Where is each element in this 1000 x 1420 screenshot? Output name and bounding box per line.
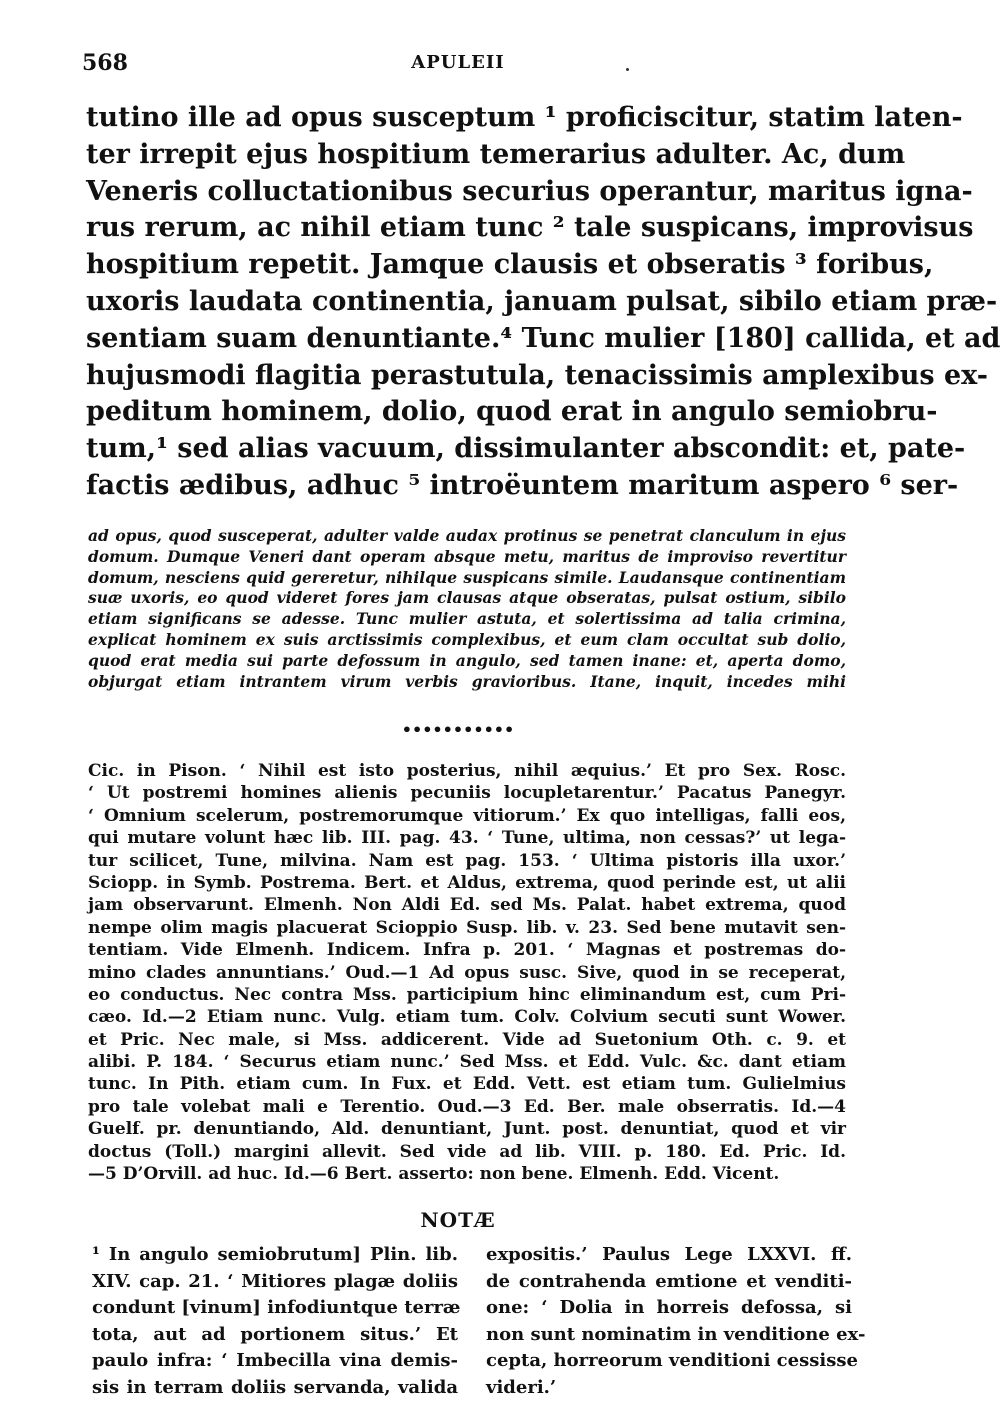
main-text-line: ter irrepit ejus hospitium temerarius adulter. Ac, dum — [86, 138, 906, 170]
variorum-line: doctus (Toll.) margini allevit. Sed vide ad lib. VIII. p. 180. Ed. Pric. Id. — [88, 1141, 846, 1162]
running-title: APULEII — [411, 52, 505, 73]
variorum-line: qui mutare volunt hæc lib. III. pag. 43. ‘ Tune, ultima, non cessas?’ ut lega- — [88, 828, 846, 849]
main-text-line: sentiam suam denuntiante.⁴ Tunc mulier [180] callida, et ad — [86, 322, 1000, 354]
main-text-line: hospitium repetit. Jamque clausis et obseratis ³ foribus, — [86, 249, 934, 281]
notae-line: ¹ In angulo semiobrutum] Plin. lib. — [92, 1244, 458, 1265]
notae-line: sis in terram doliis servanda, valida — [92, 1376, 458, 1398]
notae-heading: NOTÆ — [420, 1208, 496, 1232]
main-text-block — [86, 100, 1000, 505]
variorum-line: eo conductus. Nec contra Mss. participium hinc eliminandum est, cum Pri- — [88, 984, 846, 1005]
variorum-line: alibi. P. 184. ‘ Securus etiam nunc.’ Sed Mss. et Edd. Vulc. &c. dant etiam — [88, 1052, 846, 1073]
main-text-line: uxoris laudata continentia, januam pulsat, sibilo etiam præ- — [86, 285, 998, 317]
notae-line: de contrahenda emtione et venditi- — [486, 1270, 852, 1292]
variorum-line: ‘ Omnium scelerum, postremorumque vitiorum.’ Ex quo intelligas, falli eos, — [88, 805, 846, 826]
interpretatio-line: suæ uxoris, eo quod videret fores jam clausas atque obseratas, pulsat ostium, sibilo — [88, 588, 846, 608]
ink-speck — [626, 68, 629, 71]
notae-line: paulo infra: ‘ Imbecilla vina demis- — [92, 1350, 458, 1372]
notae-line: cepta, horreorum venditioni cessisse — [486, 1350, 858, 1372]
variorum-line: tentiam. Vide Elmenh. Indicem. Infra p. 201. ‘ Magnas et postremas do- — [88, 940, 846, 961]
main-text-line: hujusmodi flagitia perastutula, tenacissimis amplexibus ex- — [86, 359, 988, 391]
notae-line: non sunt nominatim in venditione ex- — [486, 1323, 866, 1345]
main-text-line: Veneris colluctationibus securius operantur, maritus igna- — [86, 175, 973, 207]
variorum-notes-block — [88, 760, 846, 1185]
notae-line: condunt [vinum] infodiuntque terræ — [92, 1297, 461, 1319]
variorum-line: Guelf. pr. denuntiando, Ald. denuntiant, Junt. post. denuntiat, quod et vir — [88, 1119, 846, 1140]
variorum-line: Sciopp. in Symb. Postrema. Bert. et Aldus, extrema, quod perinde est, ut alii — [88, 872, 846, 893]
interpretatio-line: quod erat media sui parte defossum in angulo, sed tamen inane: et, aperta domo, — [88, 650, 846, 670]
variorum-line: tunc. In Pith. etiam cum. In Fux. et Edd. Vett. est etiam tum. Gulielmius — [88, 1074, 846, 1095]
variorum-line: cæo. Id.—2 Etiam nunc. Vulg. etiam tum. Colv. Colvium secuti sunt Wower. — [88, 1007, 846, 1028]
variorum-line: —5 D’Orvill. ad huc. Id.—6 Bert. asserto: non bene. Elmenh. Edd. Vicent. — [88, 1164, 780, 1185]
variorum-line: Cic. in Pison. ‘ Nihil est isto posterius, nihil æquius.’ Et pro Sex. Rosc. — [88, 761, 846, 781]
notae-line: tota, aut ad portionem situs.’ Et — [92, 1323, 458, 1345]
notae-line: expositis.’ Paulus Lege LXXVI. ff. — [486, 1244, 852, 1265]
main-text-line: rus rerum, ac nihil etiam tunc ² tale suspicans, improvisus — [86, 212, 974, 244]
notae-left-column — [92, 1242, 461, 1402]
interpretatio-line: ad opus, quod susceperat, adulter valde audax protinus se penetrat clanculum in ejus — [88, 526, 846, 545]
interpretatio-line: etiam significans se adesse. Tunc mulier astuta, et solertissima ad talia crimina, — [88, 609, 846, 629]
notae-right-column — [486, 1242, 866, 1402]
main-text-line: factis ædibus, adhuc ⁵ introëuntem maritum aspero ⁶ ser- — [86, 469, 959, 501]
variorum-line: pro tale volebat mali e Terentio. Oud.—3 Ed. Ber. male obserratis. Id.—4 — [88, 1096, 846, 1117]
variorum-line: mino clades annuntians.’ Oud.—1 Ad opus susc. Sive, quod in se receperat, — [88, 962, 846, 983]
interpretatio-line: domum, nesciens quid gereretur, nihilque suspicans simile. Laudansque continentiam — [88, 567, 846, 587]
interpretatio-line: objurgat etiam intrantem virum verbis gravioribus. Itane, inquit, incedes mihi — [88, 671, 846, 691]
interpretatio-line: explicat hominem ex suis arctissimis complexibus, et eum clam occultat sub dolio, — [88, 629, 846, 649]
main-text-line: tum,¹ sed alias vacuum, dissimulanter abscondit: et, pate- — [86, 433, 966, 465]
notae-line: one: ‘ Dolia in horreis defossa, si — [486, 1297, 852, 1319]
ornamental-separator: ••••••••••• — [401, 720, 515, 739]
variorum-line: nempe olim magis placuerat Scioppio Susp. lib. v. 23. Sed bene mutavit sen- — [88, 917, 846, 938]
interpretatio-line: domum. Dumque Veneri dant operam absque metu, maritus de improviso revertitur — [88, 546, 846, 566]
main-text-line: tutino ille ad opus susceptum ¹ proficiscitur, statim laten- — [86, 102, 963, 133]
variorum-line: et Pric. Nec male, si Mss. addicerent. Vide ad Suetonium Oth. c. 9. et — [88, 1029, 846, 1050]
notae-line: videri.’ — [486, 1376, 557, 1398]
main-text-line: peditum hominem, dolio, quod erat in angulo semiobru- — [86, 396, 938, 428]
variorum-line: jam observarunt. Elmenh. Non Aldi Ed. sed Ms. Palat. habet extrema, quod — [88, 895, 846, 916]
page-number: 568 — [82, 50, 128, 76]
variorum-line: ‘ Ut postremi homines alienis pecuniis locupletarentur.’ Pacatus Panegyr. — [88, 783, 846, 804]
variorum-line: tur scilicet, Tune, milvina. Nam est pag. 153. ‘ Ultima pistoris illa uxor.’ — [88, 850, 846, 871]
interpretatio-block — [88, 526, 846, 692]
notae-line: XIV. cap. 21. ‘ Mitiores plagæ doliis — [92, 1270, 458, 1292]
